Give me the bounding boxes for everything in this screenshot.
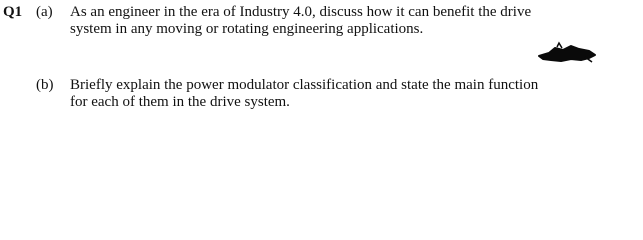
- part-b-text: [70, 77, 538, 111]
- part-a-label: (a): [36, 4, 53, 20]
- part-b-line-1: Briefly explain the power modulator classification and state the main function: [70, 77, 539, 93]
- part-b-line-2: for each of them in the drive system.: [70, 94, 290, 110]
- part-a-text: [70, 4, 531, 38]
- part-a-line-1: As an engineer in the era of Industry 4.0, discuss how it can benefit the drive: [70, 4, 532, 20]
- question-number: Q1: [3, 4, 23, 20]
- redaction-scribble: [537, 40, 597, 66]
- part-a-line-2: system in any moving or rotating engineering applications.: [70, 21, 424, 37]
- part-b-label: (b): [36, 77, 54, 93]
